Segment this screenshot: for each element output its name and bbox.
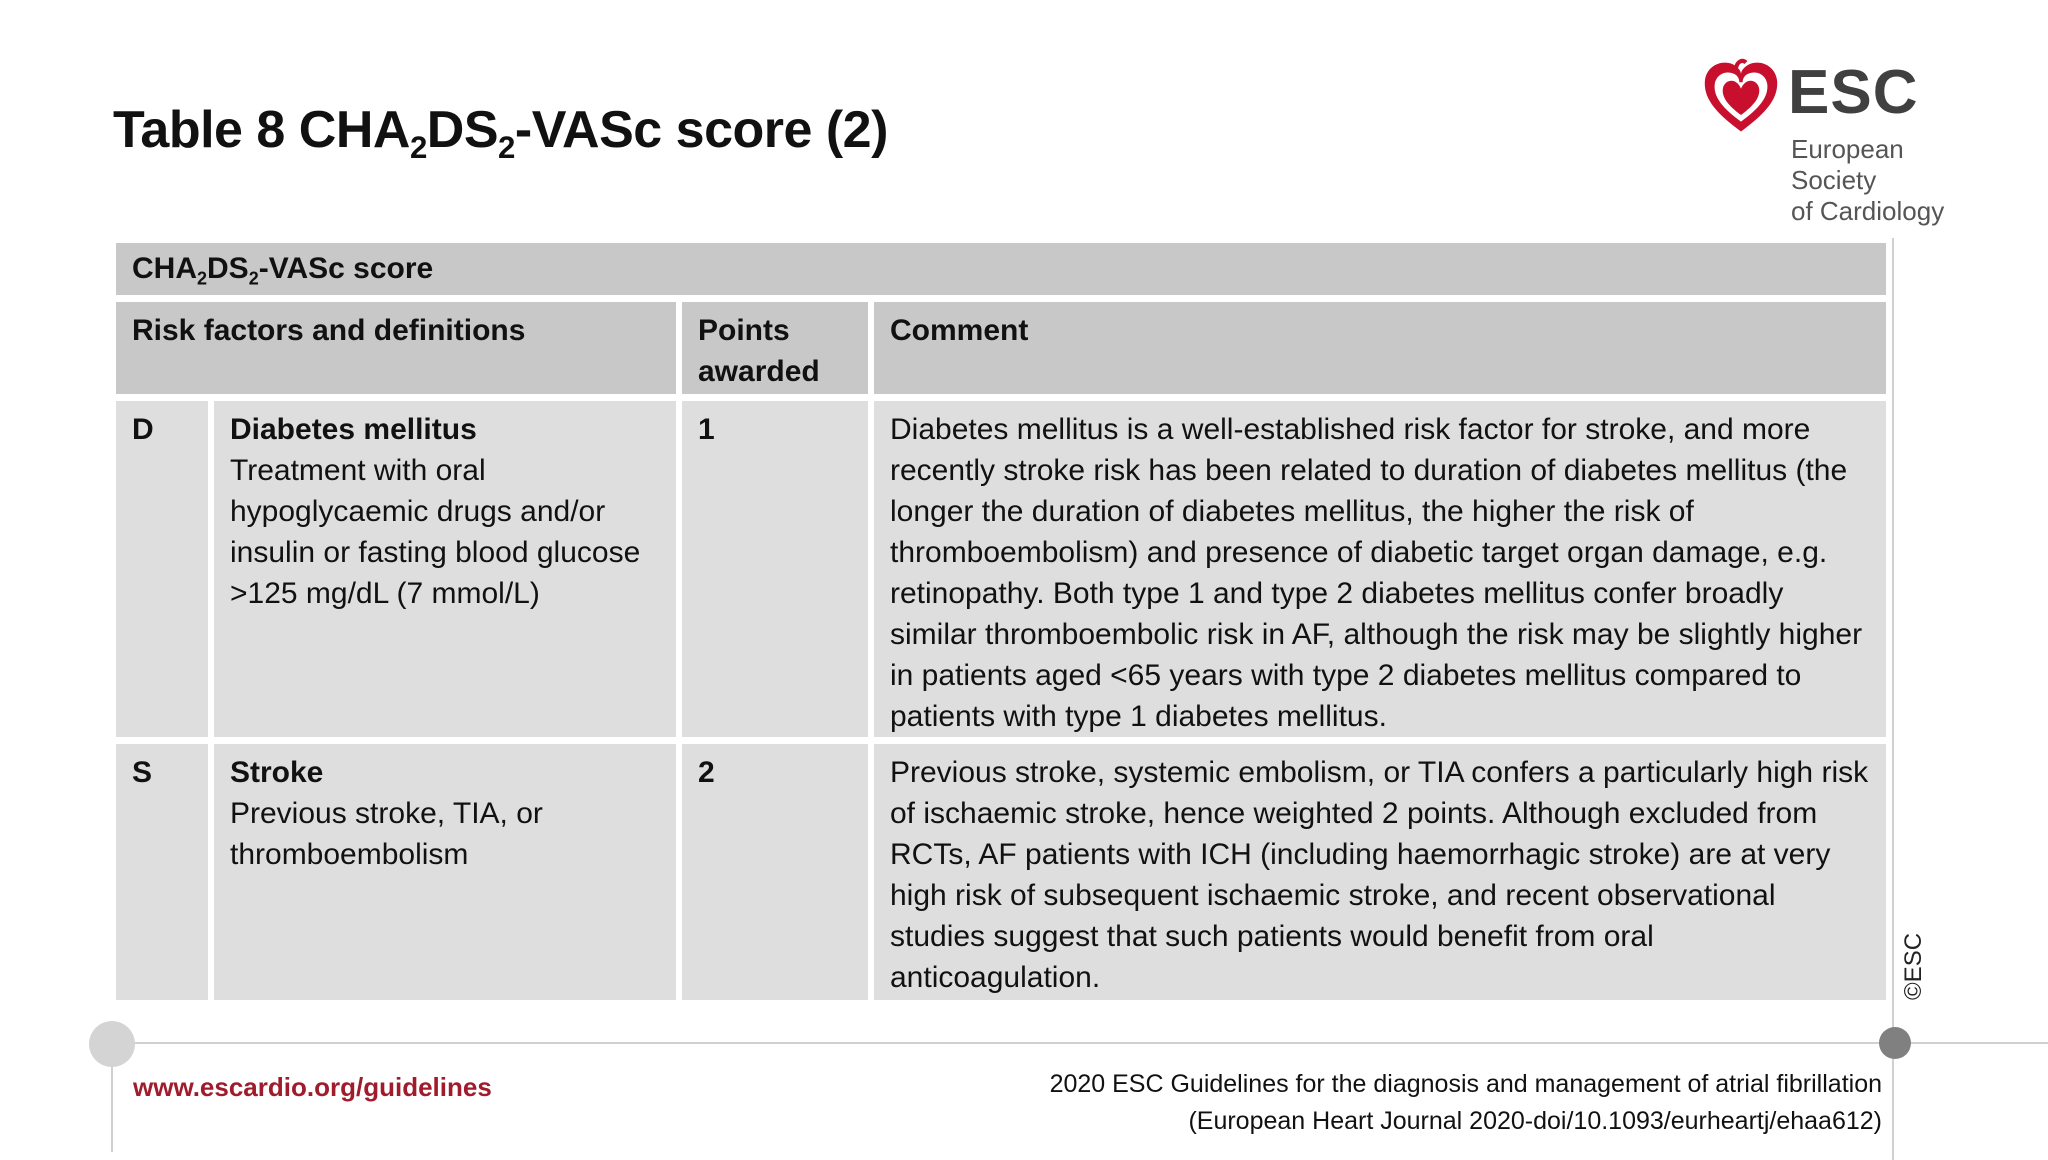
logo-org-name: European Society of Cardiology [1791, 134, 1945, 226]
right-divider-line [1892, 238, 1894, 1160]
footer-dot-left [89, 1021, 135, 1067]
risk-factor-cell [214, 401, 676, 737]
logo-esc-text: ESC [1788, 58, 1919, 127]
header-points-awarded: Points awarded [682, 302, 868, 394]
table-caption: $CHA_2DS_2$-VASc score [116, 243, 1886, 295]
comment-cell: Diabetes mellitus is a well-established risk factor for stroke, and more recently stroke risk has been related to duration of diabetes mellitus (the longer the duration of diabetes mellitus, the higher the risk of thromboembolism) and presence of diabetic target organ damage, e.g. retinopathy. Both type 1 and type 2 diabetes mellitus confer broadly similar thromboembolic risk in AF, although the risk may be slightly higher in patients aged <65 years with type 2 diabetes mellitus compared to patients with type 1 diabetes mellitus. [874, 401, 1886, 737]
risk-factor-definition: Treatment with oral hypoglycaemic drugs and/or insulin or fasting blood glucose >125 mg/dL (7 mmol/L) [230, 454, 641, 610]
copyright-label: ©ESC [1900, 932, 1927, 1000]
esc-logo [1696, 56, 1956, 226]
points-cell: 2 [682, 744, 868, 1000]
header-risk-factors: Risk factors and definitions [116, 302, 676, 394]
heart-icon [1700, 56, 1782, 138]
risk-factor-definition: Previous stroke, TIA, or thromboembolism [230, 797, 543, 871]
header-comment: Comment [874, 302, 1886, 394]
guidelines-link[interactable]: www.escardio.org/guidelines [133, 1072, 492, 1102]
row-letter: S [116, 744, 208, 1000]
risk-factor-cell [214, 744, 676, 1000]
footer-divider-line [112, 1042, 2048, 1044]
footer-dot-right [1879, 1027, 1911, 1059]
risk-factor-name: Stroke [230, 756, 324, 789]
risk-factor-name: Diabetes mellitus [230, 413, 477, 446]
reference-citation: 2020 ESC Guidelines for the diagnosis and management of atrial fibrillation (European Heart Journal 2020-doi/10.1093/eurheartj/ehaa612) [1049, 1070, 1882, 1135]
slide-title: Table 8 $CHA_2DS_2$-VASc score (2) [113, 101, 888, 165]
points-cell: 1 [682, 401, 868, 737]
row-letter: D [116, 401, 208, 737]
comment-cell: Previous stroke, systemic embolism, or TIA confers a particularly high risk of ischaemic stroke, hence weighted 2 points. Although excluded from RCTs, AF patients with ICH (including haemorrhagic stroke) are at very high risk of subsequent ischaemic stroke, and recent observational studies suggest that such patients would benefit from oral anticoagulation. [874, 744, 1886, 1000]
